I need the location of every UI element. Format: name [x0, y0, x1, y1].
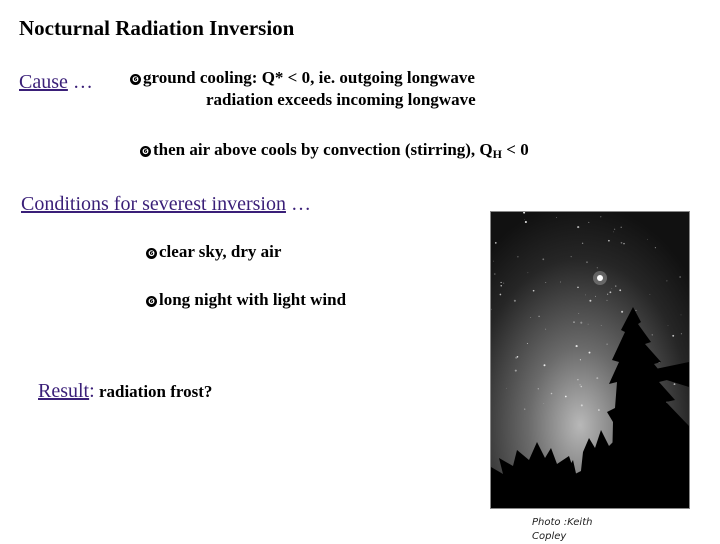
star: [500, 294, 502, 296]
night-sky-photo: [490, 211, 690, 509]
star: [596, 377, 598, 379]
star: [580, 322, 582, 324]
result-line: [38, 380, 212, 403]
bullet-icon: ❻: [146, 248, 157, 259]
star: [589, 352, 591, 354]
night-sky-image: [491, 212, 689, 508]
bullet-text-tail: < 0: [502, 140, 529, 159]
star: [609, 291, 611, 293]
star: [577, 287, 578, 288]
star: [571, 256, 572, 257]
bullet-clear-sky: [146, 242, 281, 262]
star: [530, 317, 531, 318]
photo-credit: Photo :Keith Copley: [532, 517, 593, 542]
star: [615, 286, 616, 287]
conditions-ellipsis: …: [285, 193, 311, 215]
conditions-label: Conditions for severest inversion: [21, 193, 286, 215]
star: [580, 359, 581, 360]
star: [681, 333, 682, 334]
star: [652, 334, 653, 335]
star: [576, 345, 578, 347]
star: [545, 282, 546, 283]
star: [528, 272, 529, 273]
result-value: radiation frost?: [94, 382, 213, 401]
star: [679, 276, 680, 277]
star: [517, 356, 519, 358]
star: [636, 310, 637, 311]
result-label: Result: [38, 380, 90, 402]
star: [582, 243, 583, 244]
subscript-h: H: [492, 147, 503, 161]
star: [666, 280, 667, 281]
star: [588, 324, 589, 325]
star: [650, 294, 651, 295]
cause-ellipsis: …: [67, 71, 93, 93]
star: [544, 364, 546, 366]
bullet-text: clear sky, dry air: [159, 242, 282, 261]
star: [527, 343, 528, 344]
conditions-heading: [21, 193, 311, 216]
star: [668, 325, 669, 326]
star: [543, 403, 544, 404]
star: [586, 261, 587, 262]
star: [545, 329, 546, 330]
star: [503, 283, 504, 284]
star: [597, 267, 598, 268]
bullet-convection: [140, 140, 529, 162]
star: [614, 229, 615, 230]
star: [560, 282, 561, 283]
star: [533, 290, 535, 292]
star: [608, 240, 610, 242]
star: [515, 370, 517, 372]
star: [493, 261, 494, 262]
bullet-text: long night with light wind: [159, 290, 347, 309]
star: [573, 321, 575, 323]
star: [525, 221, 527, 223]
star: [607, 294, 608, 295]
star: [611, 288, 612, 289]
cause-heading: [19, 71, 93, 94]
bullet-ground-cooling: [130, 68, 476, 110]
star: [581, 404, 583, 406]
bullet-text: ground cooling: Q* < 0, ie. outgoing longwave: [143, 68, 475, 87]
star: [514, 300, 516, 302]
star: [621, 227, 622, 228]
star: [506, 388, 507, 389]
star: [501, 282, 502, 283]
bullet-icon: ❻: [130, 74, 141, 85]
star: [655, 247, 656, 248]
star: [585, 295, 586, 296]
star: [621, 311, 623, 313]
cause-label: Cause: [19, 71, 68, 93]
star: [672, 335, 674, 337]
star: [674, 383, 676, 385]
star: [565, 396, 567, 398]
star: [621, 242, 623, 244]
star: [623, 243, 625, 245]
bullet-text: then air above cools by convection (stirring), Q: [153, 140, 493, 159]
star: [577, 379, 578, 380]
result-colon: :: [89, 380, 95, 402]
star: [613, 232, 614, 233]
star: [538, 316, 540, 318]
star: [601, 325, 602, 326]
star: [494, 273, 496, 275]
star: [542, 258, 544, 260]
bullet-long-night: [146, 290, 346, 310]
page-title: Nocturnal Radiation Inversion: [19, 16, 295, 40]
star: [495, 242, 497, 244]
star: [551, 393, 553, 395]
star: [681, 315, 682, 316]
star: [579, 384, 580, 385]
star: [607, 300, 608, 301]
bullet-icon: ❻: [146, 296, 157, 307]
star: [606, 344, 607, 345]
star: [524, 219, 525, 220]
star: [538, 388, 539, 389]
star: [595, 296, 596, 297]
bullet-icon: ❻: [140, 146, 151, 157]
star: [588, 222, 589, 223]
star: [619, 289, 621, 291]
star: [577, 226, 579, 228]
star: [598, 409, 600, 411]
star: [647, 239, 648, 240]
star: [524, 408, 525, 409]
star: [501, 285, 502, 286]
bullet-text-line2: radiation exceeds incoming longwave: [206, 90, 476, 109]
star: [589, 300, 591, 302]
star: [600, 216, 601, 217]
star: [581, 386, 583, 388]
star: [517, 256, 518, 257]
star: [556, 217, 557, 218]
star: [578, 313, 579, 314]
